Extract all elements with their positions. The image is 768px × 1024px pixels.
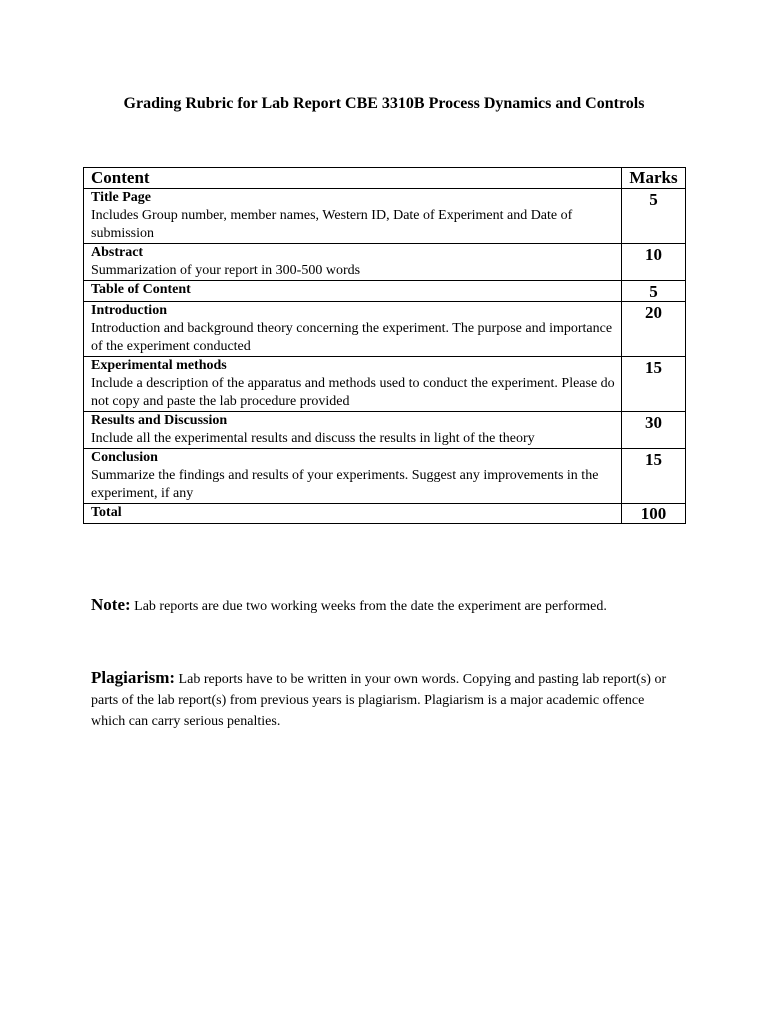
criterion-marks: 10	[622, 244, 686, 281]
criterion-title: Introduction	[91, 303, 167, 318]
marks-column-header: Marks	[622, 168, 686, 189]
criterion-marks: 5	[622, 189, 686, 244]
criterion-title: Title Page	[91, 190, 152, 205]
criterion-marks: 15	[622, 357, 686, 412]
content-column-header: Content	[84, 168, 622, 189]
criterion-cell	[84, 189, 622, 244]
criterion-marks: 5	[622, 281, 686, 302]
note-paragraph	[91, 594, 671, 618]
criterion-cell	[84, 449, 622, 504]
criterion-title: Abstract	[91, 245, 144, 260]
table-row	[84, 244, 686, 281]
table-header-row	[84, 168, 686, 189]
criterion-title: Experimental methods	[91, 358, 227, 373]
total-label: Total	[91, 505, 122, 520]
criterion-description: Include a description of the apparatus and methods used to conduct the experiment. Please do not copy and paste the lab procedure provided	[91, 376, 615, 409]
page-title: Grading Rubric for Lab Report CBE 3310B Process Dynamics and Controls	[123, 95, 645, 112]
criterion-description: Summarize the findings and results of your experiments. Suggest any improvements in the experiment, if any	[91, 468, 599, 501]
criterion-description: Introduction and background theory concerning the experiment. The purpose and importance of the experiment conducted	[91, 321, 613, 354]
rubric-table	[83, 167, 686, 524]
note-label: Note:	[91, 595, 131, 614]
criterion-cell	[84, 302, 622, 357]
table-row	[84, 357, 686, 412]
note-text: Lab reports are due two working weeks from the date the experiment are performed.	[134, 599, 607, 614]
table-row	[84, 412, 686, 449]
plagiarism-paragraph	[91, 667, 671, 732]
criterion-cell	[84, 281, 622, 302]
criterion-title: Table of Content	[91, 282, 191, 297]
total-label-cell	[84, 504, 622, 524]
table-row	[84, 281, 686, 302]
criterion-cell	[84, 244, 622, 281]
total-row	[84, 504, 686, 524]
criterion-cell	[84, 357, 622, 412]
criterion-description: Includes Group number, member names, Western ID, Date of Experiment and Date of submission	[91, 208, 573, 241]
table-row	[84, 189, 686, 244]
criterion-marks: 30	[622, 412, 686, 449]
total-marks: 100	[622, 504, 686, 524]
criterion-title: Conclusion	[91, 450, 158, 465]
plagiarism-text: Lab reports have to be written in your own words. Copying and pasting lab report(s) or parts of the lab report(s) from previous years is plagiarism. Plagiarism is a major academic offence which can carry serious penalties.	[91, 672, 667, 729]
table-row	[84, 302, 686, 357]
criterion-cell	[84, 412, 622, 449]
criterion-description: Include all the experimental results and discuss the results in light of the theory	[91, 431, 535, 446]
criterion-marks: 15	[622, 449, 686, 504]
table-row	[84, 449, 686, 504]
criterion-marks: 20	[622, 302, 686, 357]
criterion-title: Results and Discussion	[91, 413, 228, 428]
criterion-description: Summarization of your report in 300-500 words	[91, 263, 361, 278]
plagiarism-label: Plagiarism:	[91, 668, 176, 687]
